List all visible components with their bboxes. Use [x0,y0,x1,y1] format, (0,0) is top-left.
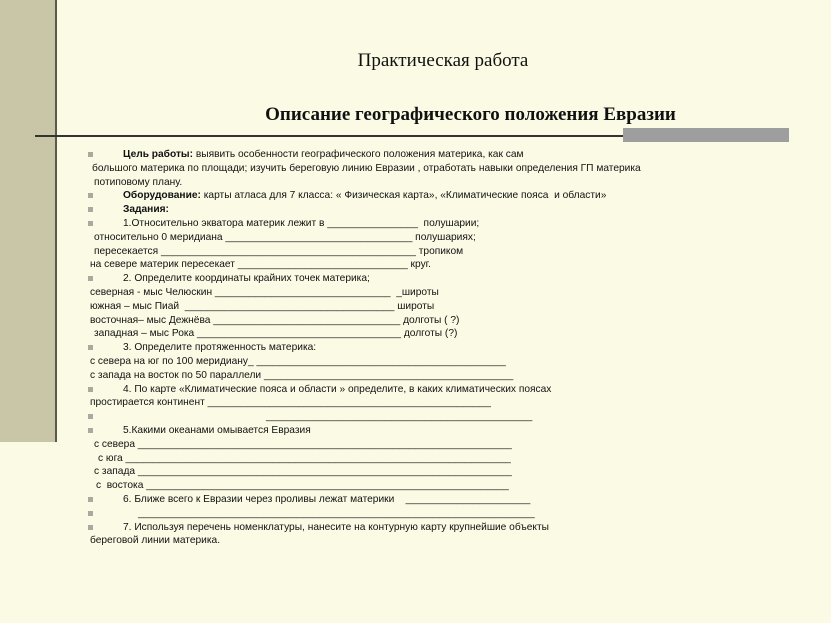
line-text: карты атласа для 7 класса: « Физическая карта», «Климатические пояса и области» [200,190,607,202]
worksheet-line [88,507,788,521]
bullet-icon [88,387,93,392]
bullet-icon [88,525,93,530]
line-text: _______________________________________________ [266,411,533,423]
line-text: западная – мыс Рока ____________________________________ долготы (?) [94,328,458,340]
worksheet-line [88,465,788,479]
worksheet-line [88,314,788,328]
line-text: 4. По карте «Климатические пояса и области » определите, в каких климатических поясах [123,383,552,395]
title-divider-line [35,135,633,137]
line-text: относительно 0 меридиана _________________________________ полушариях; [94,231,476,243]
bullet-icon [88,221,93,226]
worksheet-line [88,479,788,493]
line-text: на севере материк пересекает ______________________________ круг. [90,259,431,271]
bullet-icon [88,152,93,157]
worksheet-line [88,355,788,369]
line-text: с запада на восток по 50 параллели ____________________________________________ [90,369,514,381]
bullet-icon [88,511,93,516]
line-text: восточная– мыс Дежнёва _________________________________ долготы ( ?) [90,314,460,326]
worksheet-line [88,396,788,410]
worksheet-line [88,383,788,397]
line-label: Оборудование: [123,190,201,202]
bullet-icon [88,207,93,212]
bullet-icon [88,428,93,433]
line-text: 5.Какими океанами омывается Евразия [123,424,311,436]
line-text: потиповому плану. [94,176,183,188]
bullet-icon [88,276,93,281]
line-text: ______________________________________________________________________ [138,507,535,519]
worksheet-line [88,341,788,355]
bullet-icon [88,414,93,419]
line-text: с юга ____________________________________________________________________ [98,452,511,464]
line-text: с запада __________________________________________________________________ [94,466,512,478]
line-text: 6. Ближе всего к Евразии через проливы лежат материки ______________________ [123,493,531,505]
page-title: Описание географического положения Евразии [265,104,676,125]
worksheet-line [88,176,788,190]
line-text: береговой линии материка. [90,535,221,547]
worksheet-line [88,231,788,245]
line-text: северная - мыс Челюскин _______________________________ _широты [90,286,439,298]
line-text: 2. Определите координаты крайних точек материка; [123,273,370,285]
line-text: 7. Используя перечень номенклатуры, нанесите на контурную карту крупнейшие объекты [123,521,549,533]
worksheet-line [88,369,788,383]
worksheet-line [88,327,788,341]
worksheet-line [88,300,788,314]
worksheet-line [88,410,788,424]
line-text: южная – мыс Пиай _____________________________________ широты [90,300,435,312]
worksheet-line [88,424,788,438]
worksheet-line [88,286,788,300]
worksheet-line [88,245,788,259]
worksheet-body [88,148,788,548]
worksheet-line [88,521,788,535]
worksheet-line [88,258,788,272]
line-text: 1.Относительно экватора материк лежит в ________________ полушарии; [123,217,480,229]
worksheet-line [88,217,788,231]
page-subtitle: Практическая работа [357,50,529,71]
line-text: с севера __________________________________________________________________ [94,438,512,450]
worksheet-line [88,148,788,162]
bullet-icon [88,497,93,502]
title-divider-accent [623,128,789,142]
worksheet-line [88,438,788,452]
bullet-icon [88,193,93,198]
line-text: большого материка по площади; изучить береговую линию Евразии , отработать навыки определения ГП материка [92,162,641,174]
worksheet-line [88,162,788,176]
line-text: с севера на юг по 100 меридиану_ ____________________________________________ [90,355,506,367]
worksheet-line [88,534,788,548]
line-text: простирается континент __________________________________________________ [90,397,491,409]
bullet-icon [88,345,93,350]
line-text: 3. Определите протяженность материка: [123,342,317,354]
worksheet-line [88,203,788,217]
line-text: пересекается _____________________________________________ тропиком [94,245,464,257]
line-text: выявить особенности географического положения материка, как сам [193,149,524,160]
line-label: Цель работы: [123,149,194,160]
line-text: с востока ________________________________________________________________ [96,480,509,492]
worksheet-line [88,189,788,203]
worksheet-line [88,272,788,286]
worksheet-line [88,452,788,466]
line-label: Задания: [123,204,169,216]
worksheet-line [88,493,788,507]
